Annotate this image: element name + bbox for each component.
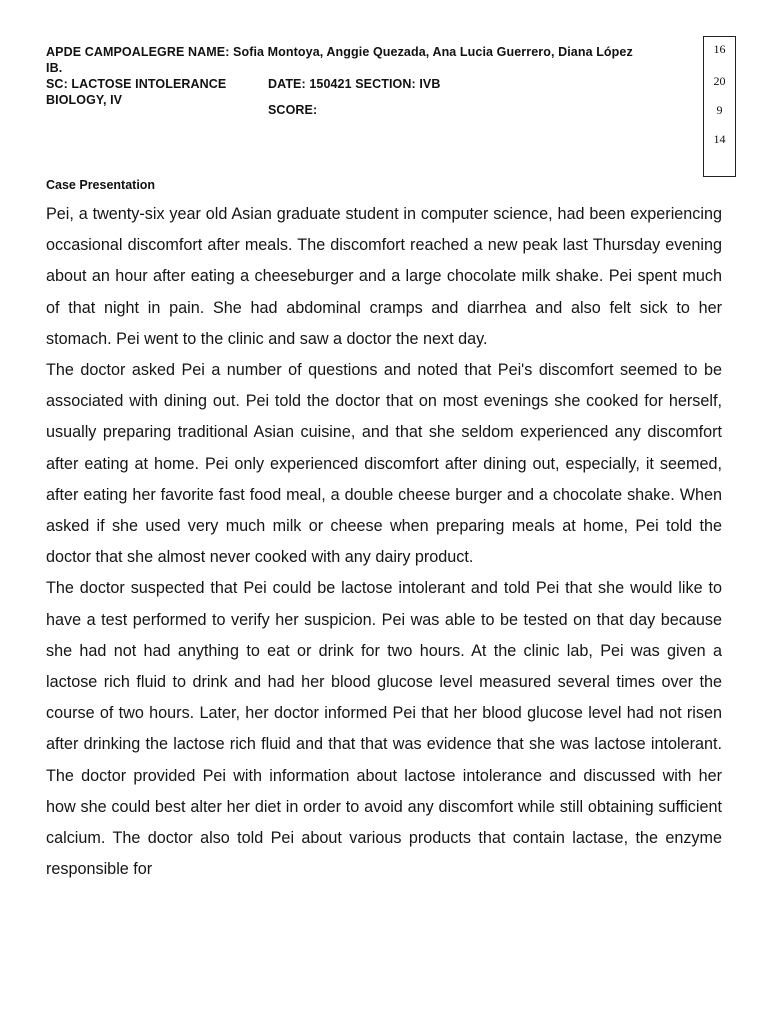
section-title: Case Presentation [46, 178, 156, 192]
header-level-line: IB. [46, 61, 63, 75]
score-value: 20 [713, 74, 726, 88]
score-value: 14 [713, 132, 726, 146]
score-value: 16 [713, 42, 726, 56]
header-topic: SC: LACTOSE INTOLERANCE [46, 77, 227, 91]
score-box [703, 36, 736, 177]
header-score-label: SCORE: [268, 103, 318, 117]
paragraph: The doctor asked Pei a number of questions and noted that Pei's discomfort seemed to be associated with dining out. Pei told the doctor that on most evenings she cooked for herself, usually preparing traditional Asian cuisine, and that she seldom experienced any discomfort after eating at home. Pei only experienced discomfort after dining out, especially, it seemed, after eating her favorite fast food meal, a double cheese burger and a chocolate shake. When asked if she used very much milk or cheese when preparing meals at home, Pei told the doctor that she almost never cooked with any dairy product. [46, 361, 722, 567]
paragraph: Pei, a twenty-six year old Asian graduate student in computer science, had been experiencing occasional discomfort after meals. The discomfort reached a new peak last Thursday evening about an hour after eating a cheeseburger and a large chocolate milk shake. Pei spent much of that night in pain. She had abdominal cramps and diarrhea and also felt sick to her stomach. Pei went to the clinic and saw a doctor the next day. [46, 205, 722, 348]
score-value: 9 [716, 103, 723, 117]
header-course: BIOLOGY, IV [46, 93, 123, 107]
header-name-line: APDE CAMPOALEGRE NAME: Sofia Montoya, Anggie Quezada, Ana Lucia Guerrero, Diana López [46, 45, 633, 59]
paragraph: The doctor suspected that Pei could be lactose intolerant and told Pei that she would like to have a test performed to verify her suspicion. Pei was able to be tested on that day because she had not had anything to eat or drink for two hours. At the clinic lab, Pei was given a lactose rich fluid to drink and had her blood glucose level measured several times over the course of two hours. Later, her doctor informed Pei that her blood glucose level had not risen after drinking the lactose rich fluid and that that was evidence that she was lactose intolerant. The doctor provided Pei with information about lactose intolerance and discussed with her how she could best alter her diet in order to avoid any discomfort while still obtaining sufficient calcium. The doctor also told Pei about various products that contain lactase, the enzyme responsible for [46, 579, 722, 879]
document-header [46, 44, 698, 118]
header-date-section: DATE: 150421 SECTION: IVB [268, 77, 441, 91]
header-topic-row [46, 76, 698, 92]
case-text [46, 199, 722, 885]
